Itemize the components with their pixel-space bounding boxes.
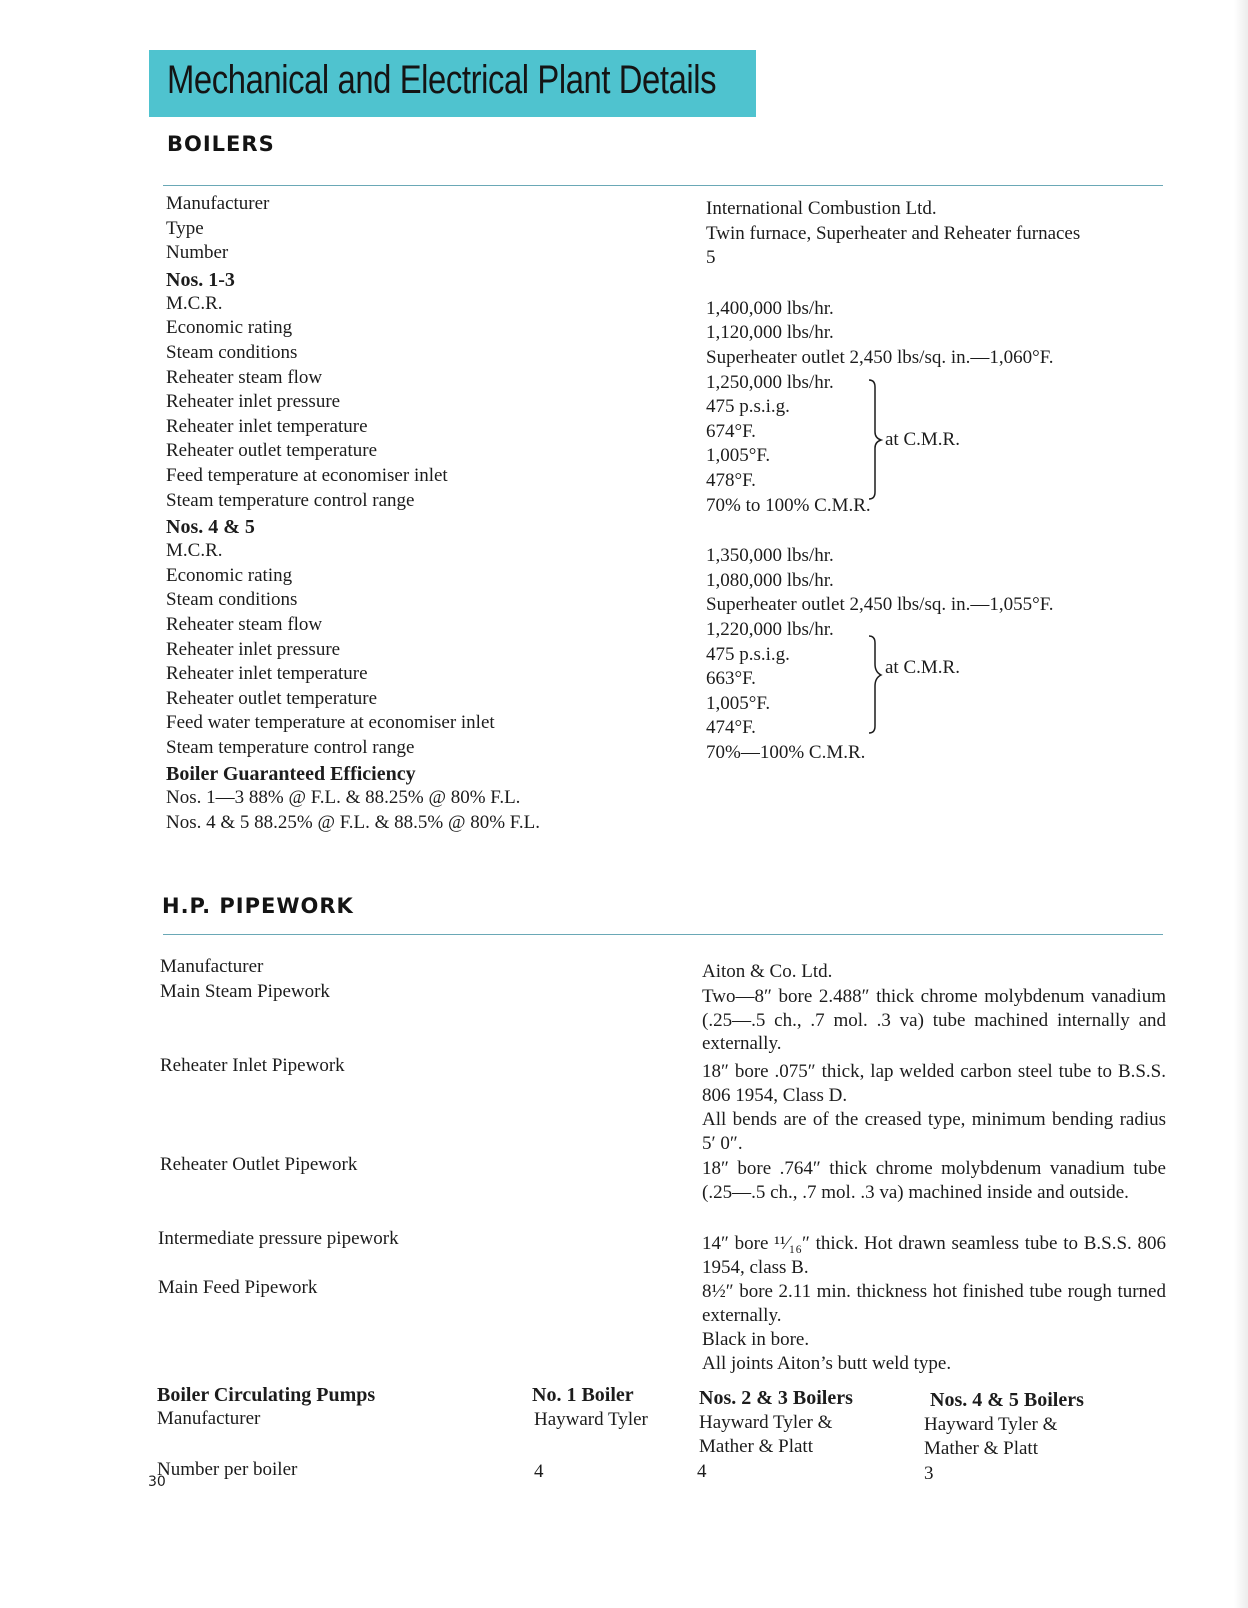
pipework-value: 18″ bore .764″ thick chrome molybdenum vanadium tube (.25—.5 ch., .7 mol. .3 va) machined inside and outside. [702, 1158, 1166, 1203]
section-heading-boilers: BOILERS [167, 132, 275, 156]
pipework-label: Reheater Outlet Pipework [160, 1154, 358, 1175]
value: 1,005°F. [706, 445, 771, 467]
pumps-row-label: Manufacturer [157, 1408, 261, 1429]
label: Reheater outlet temperature [166, 687, 378, 709]
boilers-labels [166, 192, 540, 836]
pipework-value: Aiton & Co. Ltd. [702, 961, 833, 982]
pipework-value: Two—8″ bore 2.488″ thick chrome molybdenum vanadium (.25—.5 ch., .7 mol. .3 va) tube machined internally and externally. [702, 986, 1166, 1054]
section-rule [163, 934, 1163, 935]
label: Economic rating [166, 317, 293, 339]
value: 1,120,000 lbs/hr. [706, 322, 834, 344]
label: Reheater inlet pressure [166, 638, 341, 660]
pumps-col-heading: No. 1 Boiler [532, 1384, 634, 1406]
pumps-number: 4 [534, 1461, 544, 1482]
label: Economic rating [166, 564, 293, 586]
pipework-label: Reheater Inlet Pipework [160, 1055, 345, 1076]
brace-note: at C.M.R. [885, 657, 960, 678]
pipework-label: Main Steam Pipework [160, 981, 330, 1002]
value: 474°F. [706, 717, 756, 739]
pumps-manufacturer: Mather & Platt [924, 1438, 1038, 1459]
label: Reheater steam flow [166, 366, 323, 388]
value: 70% to 100% C.M.R. [706, 494, 871, 516]
page-title: Mechanical and Electrical Plant Details [167, 58, 717, 102]
value: Superheater outlet 2,450 lbs/sq. in.—1,060°F. [706, 346, 1054, 368]
value: 1,005°F. [706, 692, 771, 714]
pipework-note: Black in bore. [702, 1329, 810, 1350]
value: 1,080,000 lbs/hr. [706, 569, 834, 591]
value: 674°F. [706, 420, 756, 442]
label: Steam conditions [166, 341, 298, 363]
label: Steam temperature control range [166, 736, 415, 758]
label: Reheater inlet temperature [166, 415, 368, 437]
label: Reheater steam flow [166, 613, 323, 635]
label: Reheater inlet temperature [166, 663, 368, 685]
subheading-nos-4-5: Nos. 4 & 5 [166, 516, 255, 539]
pumps-col-heading: Nos. 4 & 5 Boilers [930, 1389, 1084, 1411]
subheading-nos-1-3: Nos. 1-3 [166, 268, 235, 291]
pipework-note: All joints Aiton’s butt weld type. [702, 1353, 952, 1374]
value: 1,350,000 lbs/hr. [706, 545, 834, 567]
label: Reheater outlet temperature [166, 440, 378, 462]
pipework-label: Manufacturer [160, 956, 264, 977]
label: Feed temperature at economiser inlet [166, 464, 448, 486]
label: Steam conditions [166, 589, 298, 611]
pipework-note: All bends are of the creased type, minimum bending radius 5′ 0″. [702, 1109, 1166, 1154]
value: 475 p.s.i.g. [706, 643, 790, 665]
title-banner [149, 50, 756, 117]
page-edge-shadow [1234, 0, 1248, 1608]
pumps-col-heading: Nos. 2 & 3 Boilers [699, 1387, 853, 1409]
pipework-value: 18″ bore .075″ thick, lap welded carbon steel tube to B.S.S. 806 1954, Class D. [702, 1061, 1166, 1106]
section-rule [163, 185, 1163, 186]
value: 5 [706, 247, 716, 269]
subheading-efficiency: Boiler Guaranteed Efficiency [166, 763, 416, 786]
value: 663°F. [706, 668, 756, 690]
value: 1,250,000 lbs/hr. [706, 371, 834, 393]
pipework-label: Main Feed Pipework [158, 1277, 318, 1298]
value: 478°F. [706, 469, 756, 491]
label: Reheater inlet pressure [166, 391, 341, 413]
label: Feed water temperature at economiser inlet [166, 712, 495, 734]
pumps-manufacturer: Hayward Tyler & [699, 1412, 833, 1433]
brace-icon [866, 634, 888, 736]
label: Manufacturer [166, 193, 270, 214]
value: 475 p.s.i.g. [706, 396, 790, 418]
value: International Combustion Ltd. [706, 198, 937, 219]
page-number: 30 [148, 1474, 166, 1490]
pumps-number: 4 [697, 1461, 707, 1482]
label: Type [166, 217, 204, 239]
pumps-manufacturer: Mather & Platt [699, 1436, 813, 1457]
pumps-number: 3 [924, 1463, 934, 1484]
pumps-heading: Boiler Circulating Pumps [157, 1384, 376, 1406]
value: 1,400,000 lbs/hr. [706, 297, 834, 319]
brace-note: at C.M.R. [885, 429, 960, 450]
value: Superheater outlet 2,450 lbs/sq. in.—1,055°F. [706, 594, 1054, 616]
label: M.C.R. [166, 540, 223, 562]
pipework-value: 8½″ bore 2.11 min. thickness hot finished tube rough turned externally. [702, 1281, 1166, 1326]
label: Number [166, 242, 229, 264]
efficiency-line: Nos. 1—3 88% @ F.L. & 88.25% @ 80% F.L. [166, 787, 521, 809]
pumps-manufacturer: Hayward Tyler [534, 1409, 648, 1430]
pumps-manufacturer: Hayward Tyler & [924, 1414, 1058, 1435]
value: 1,220,000 lbs/hr. [706, 618, 834, 640]
pipework-value: 14″ bore ¹¹⁄₁₆″ thick. Hot drawn seamless tube to B.S.S. 806 1954, class B. [702, 1233, 1166, 1278]
pumps-row-label: Number per boiler [157, 1459, 298, 1480]
section-heading-pipework: H.P. PIPEWORK [162, 894, 354, 918]
label: Steam temperature control range [166, 489, 415, 511]
pipework-label: Intermediate pressure pipework [158, 1228, 399, 1249]
value: 70%—100% C.M.R. [706, 741, 866, 763]
value: Twin furnace, Superheater and Reheater furnaces [706, 222, 1081, 244]
label: M.C.R. [166, 292, 223, 314]
efficiency-line: Nos. 4 & 5 88.25% @ F.L. & 88.5% @ 80% F.L. [166, 812, 540, 834]
